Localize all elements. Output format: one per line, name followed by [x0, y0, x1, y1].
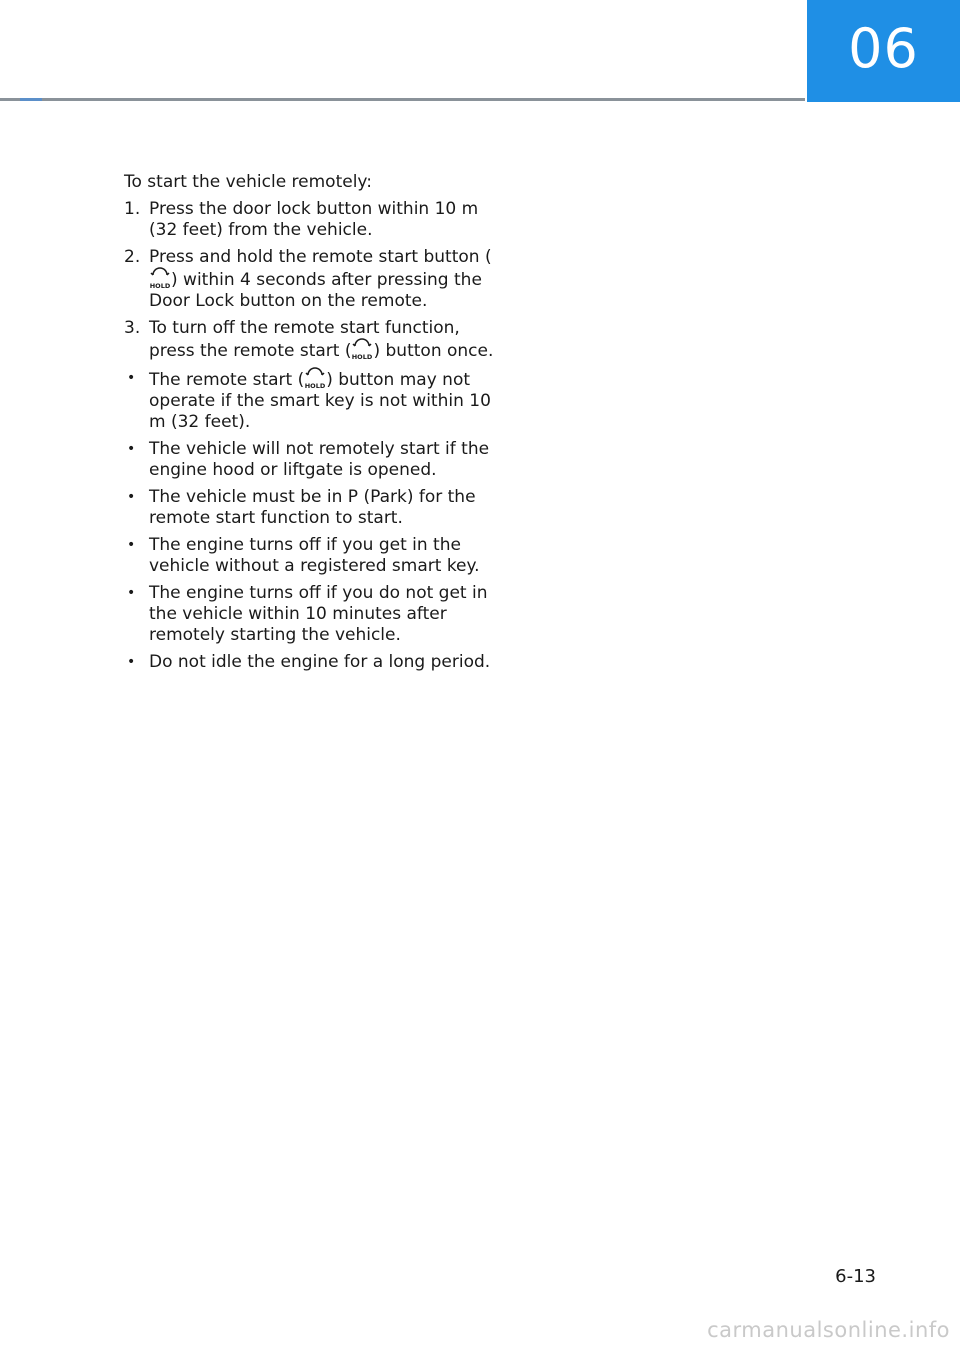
remote-start-hold-icon: [351, 339, 373, 360]
bullet-marker: •: [127, 370, 136, 386]
page-number: 6-13: [835, 1266, 876, 1287]
bullet-item: [124, 652, 494, 673]
step-item: [124, 199, 494, 241]
bullet-item: [124, 583, 494, 646]
bullet-marker: •: [127, 489, 136, 505]
hold-icon-label: HOLD: [304, 382, 326, 390]
bullet-item: [124, 487, 494, 529]
step-number: 2.: [124, 247, 141, 267]
step-number: 1.: [124, 199, 141, 219]
bullet-text: The engine turns off if you get in the vehicle without a registered smart key.: [149, 535, 480, 576]
step-text: Press the door lock button within 10 m (32 feet) from the vehicle.: [149, 199, 479, 240]
step-number: 3.: [124, 318, 141, 338]
remote-start-hold-icon: [149, 268, 171, 289]
bullet-text-before: The remote start (: [149, 370, 305, 390]
bullet-marker: •: [127, 537, 136, 553]
bullet-text: The vehicle must be in P (Park) for the remote start function to start.: [149, 487, 476, 528]
bullet-item: [124, 535, 494, 577]
bullet-text: Do not idle the engine for a long period.: [149, 652, 491, 672]
watermark: carmanualsonline.info: [707, 1318, 950, 1342]
header-rule: [0, 98, 805, 101]
bullet-text-after: ) button may not operate if the smart key is not within 10 m (32 feet).: [149, 370, 491, 432]
step-text-after: ) button once.: [373, 341, 494, 361]
step-item: [124, 318, 494, 362]
bullet-item: [124, 368, 494, 433]
bullet-item: [124, 439, 494, 481]
hold-icon-label: HOLD: [352, 353, 373, 361]
chapter-number: 06: [848, 16, 919, 80]
bullet-marker: •: [127, 441, 136, 457]
chapter-tab: [807, 0, 960, 102]
step-text-after: ) within 4 seconds after pressing the Door Lock button on the remote.: [149, 270, 482, 311]
bullet-marker: •: [127, 654, 136, 670]
intro-text: To start the vehicle remotely:: [124, 172, 372, 192]
content-column: [124, 172, 494, 679]
step-text-before: To turn off the remote start function, press the remote start (: [149, 318, 460, 361]
bullet-marker: •: [127, 585, 136, 601]
step-item: [124, 247, 494, 312]
remote-start-hold-icon: [304, 368, 326, 389]
hold-icon-label: HOLD: [149, 282, 171, 290]
step-text-before: Press and hold the remote start button (: [149, 247, 492, 267]
bullet-text: The engine turns off if you do not get in the vehicle within 10 minutes after remotely starting the vehicle.: [149, 583, 488, 645]
bullet-text: The vehicle will not remotely start if the engine hood or liftgate is opened.: [149, 439, 490, 480]
